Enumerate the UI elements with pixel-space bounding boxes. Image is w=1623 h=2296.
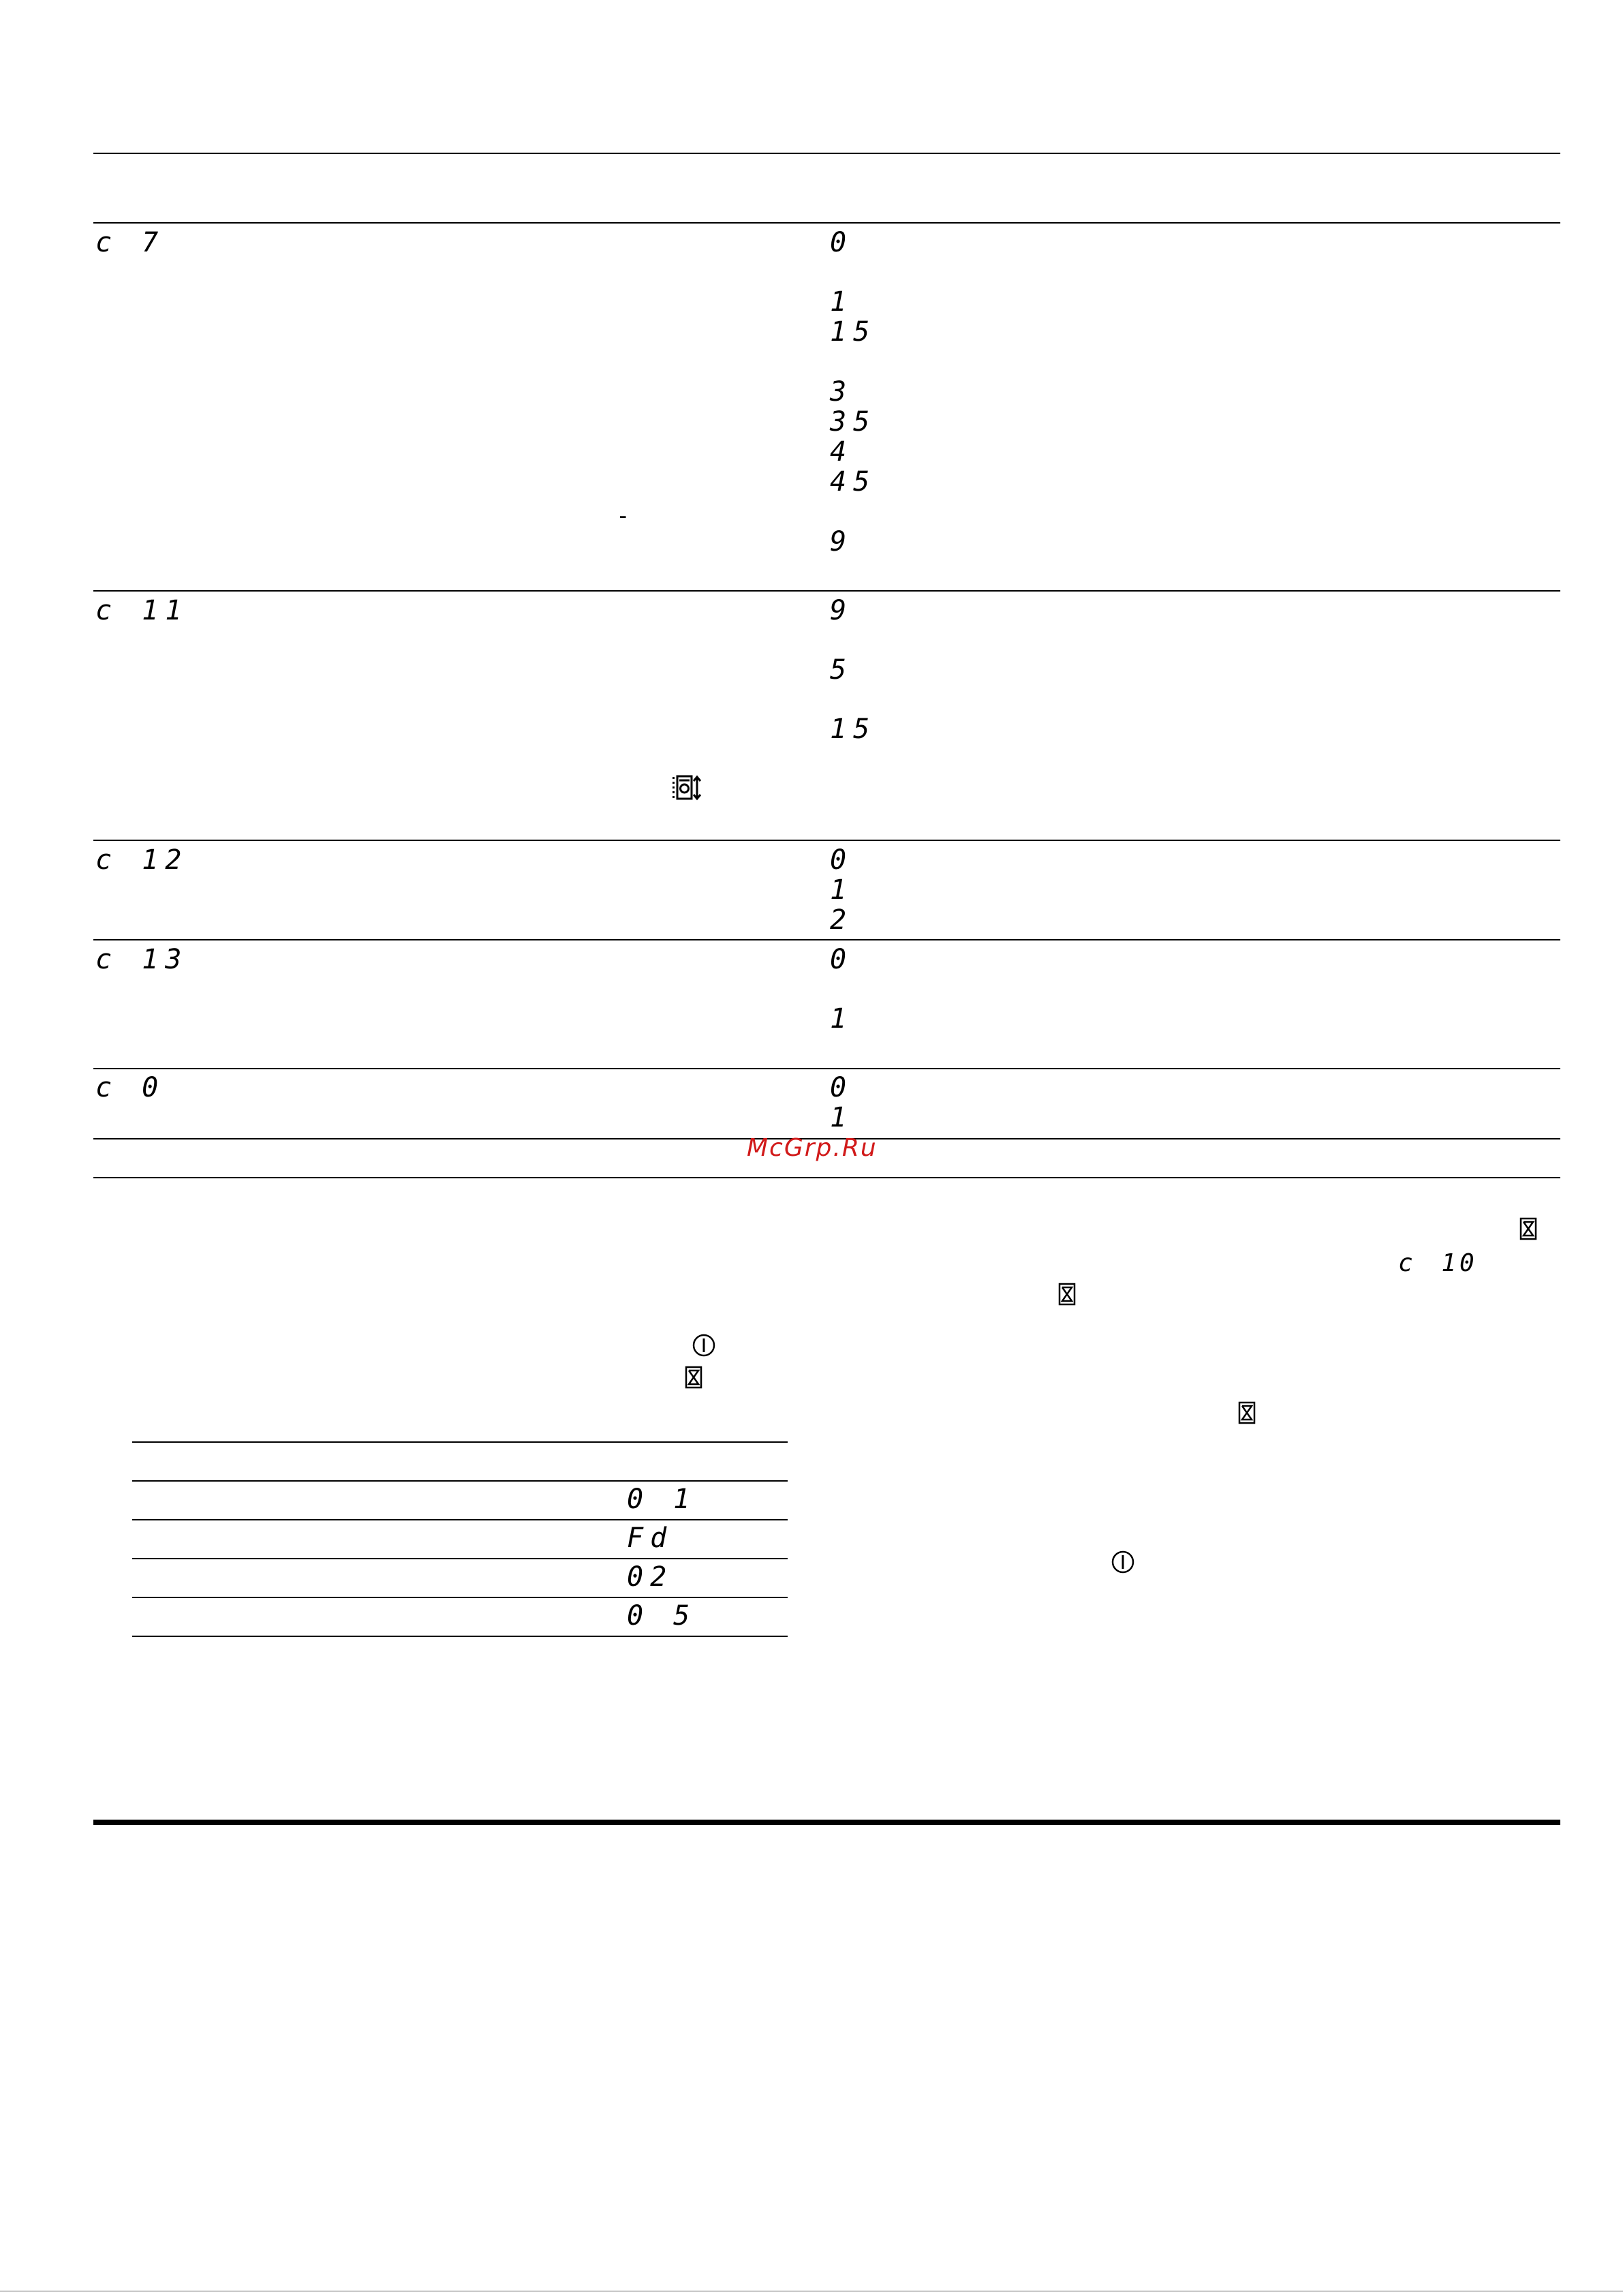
display-code: 02 [627,1561,674,1593]
setting-code-c13: c 13 [95,944,189,975]
row-divider [93,590,1560,592]
watermark: McGrp.Ru [747,1134,878,1162]
setting-value: 3 [830,376,854,408]
setting-value: 45 [830,466,877,498]
inline-code-c1: c 1 [1398,1249,1464,1277]
setting-value: 1 [830,874,854,906]
cookware-sensor-icon [671,775,702,801]
row-divider [93,222,1560,224]
setting-value: 15 [830,714,877,745]
hourglass-icon [1519,1217,1537,1240]
display-table-rule [132,1558,788,1559]
inline-code-value: 0 [1459,1249,1481,1277]
setting-value: 1 [830,286,854,318]
hourglass-icon [685,1366,702,1389]
display-code: Fd [627,1522,674,1554]
row-divider [93,939,1560,940]
hourglass-icon [1238,1401,1256,1424]
power-icon [692,1333,716,1358]
display-table-rule [132,1519,788,1520]
page-footer-rule [93,1820,1560,1825]
setting-code-c12: c 12 [95,844,189,876]
display-table-rule [132,1480,788,1482]
setting-value: 0 [830,844,854,876]
setting-code-c7: c 7 [95,227,166,258]
display-table-rule [132,1636,788,1637]
display-table-rule [132,1441,788,1443]
setting-value: 2 [830,904,854,936]
dash-mark: - [616,502,637,530]
section-rule [93,1177,1560,1178]
hourglass-icon [1058,1283,1076,1306]
setting-value: 4 [830,436,854,468]
setting-value: 9 [830,595,854,626]
setting-value: 1 [830,1003,854,1035]
setting-value: 0 [830,227,854,258]
setting-code-c0: c 0 [95,1072,166,1103]
page-bottom-rule [0,2291,1623,2292]
display-code: 0 1 [627,1484,697,1515]
setting-value: 0 [830,1072,854,1103]
setting-value: 1 [830,1102,854,1133]
power-icon [1111,1550,1135,1574]
table-top-rule [93,153,1560,154]
display-code: 0 5 [627,1600,697,1632]
row-divider [93,1068,1560,1069]
setting-value: 15 [830,316,877,348]
setting-value: 35 [830,406,877,438]
display-table-rule [132,1597,788,1598]
row-divider [93,840,1560,841]
setting-value: 5 [830,654,854,686]
setting-value: 0 [830,944,854,975]
setting-code-c11: c 11 [95,595,189,626]
setting-value: 9 [830,526,854,557]
